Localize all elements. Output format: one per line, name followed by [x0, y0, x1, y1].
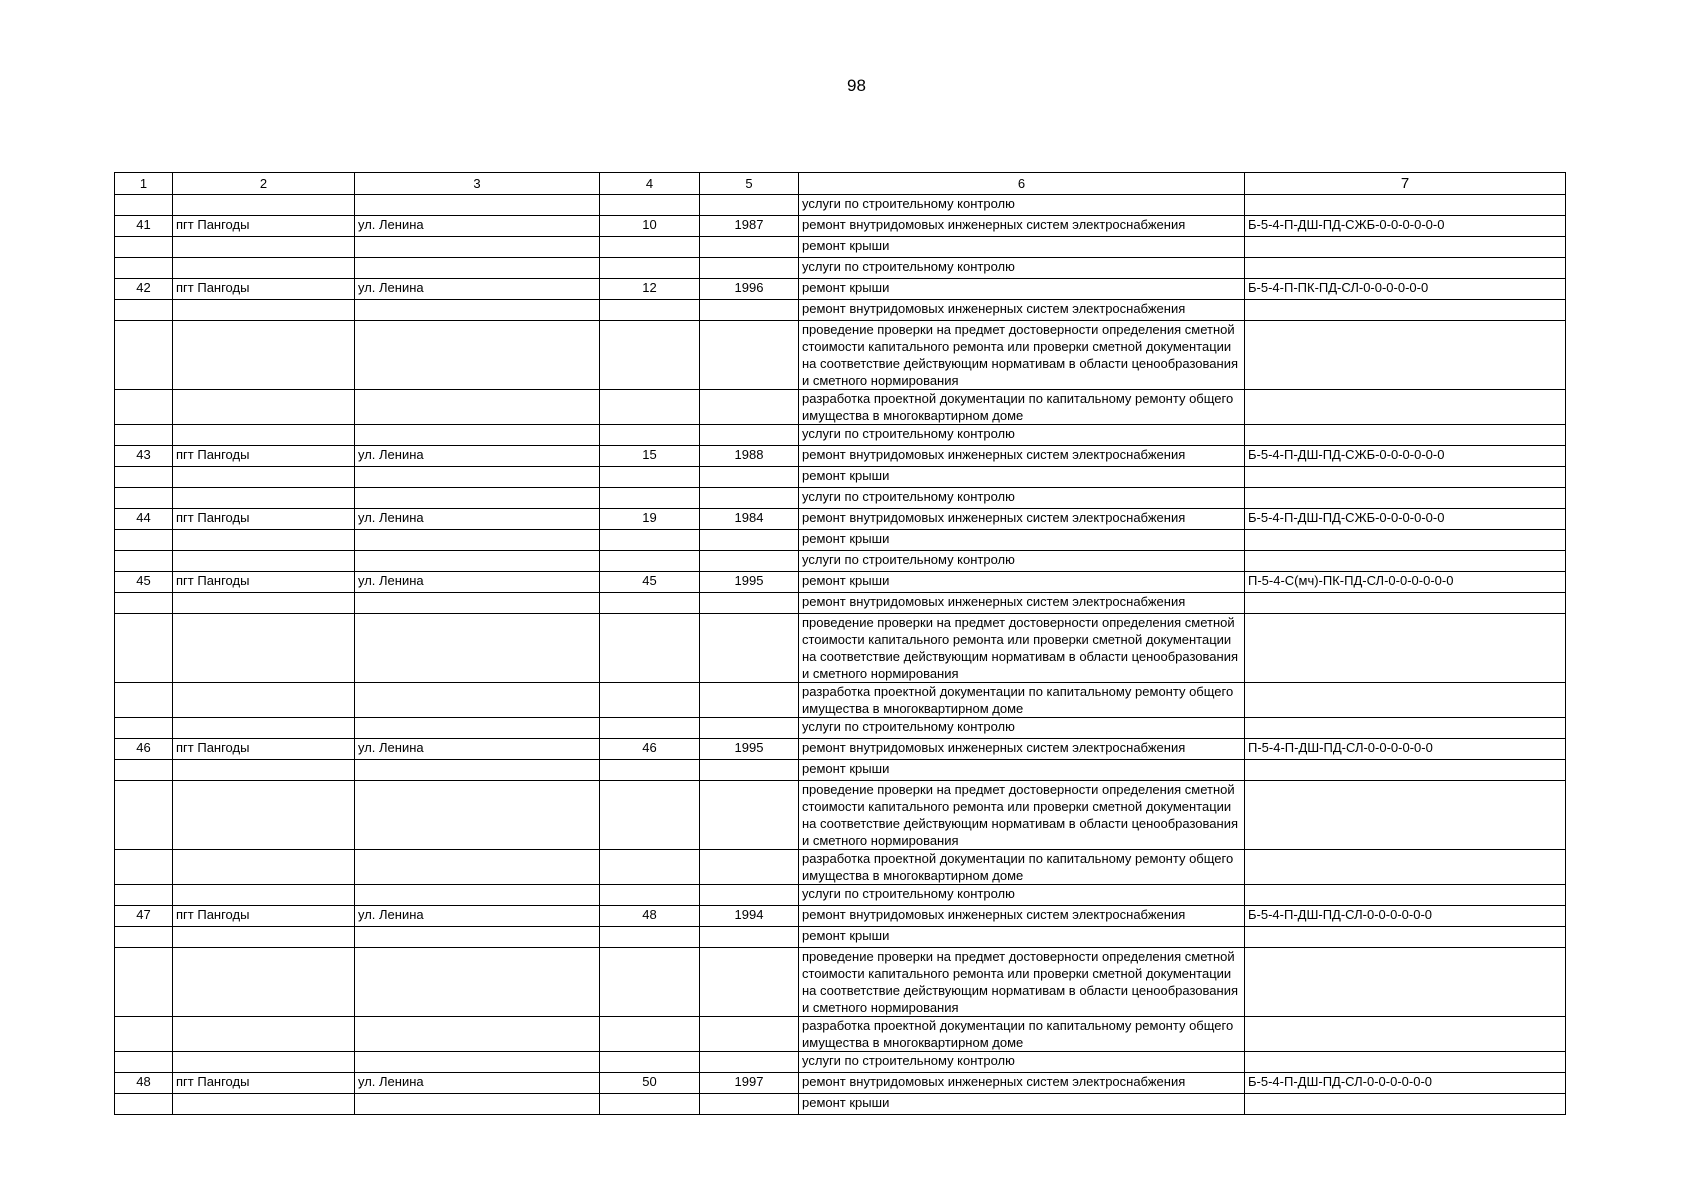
row-number-cell: 42	[115, 279, 173, 300]
house-number-cell: 46	[600, 739, 700, 760]
work-type-cell: услуги по строительному контролю	[799, 885, 1245, 906]
work-type-cell: ремонт внутридомовых инженерных систем электроснабжения	[799, 1073, 1245, 1094]
street-cell	[355, 1017, 600, 1052]
street-cell	[355, 488, 600, 509]
building-code-cell	[1245, 885, 1566, 906]
house-number-cell: 15	[600, 446, 700, 467]
house-number-cell	[600, 948, 700, 1017]
build-year-cell	[700, 258, 799, 279]
build-year-cell	[700, 760, 799, 781]
header-cell: 7	[1245, 173, 1566, 195]
house-number-cell	[600, 1017, 700, 1052]
street-cell	[355, 300, 600, 321]
building-code-cell	[1245, 927, 1566, 948]
build-year-cell	[700, 390, 799, 425]
house-number-cell	[600, 718, 700, 739]
build-year-cell	[700, 467, 799, 488]
house-number-cell: 50	[600, 1073, 700, 1094]
building-code-cell	[1245, 530, 1566, 551]
settlement-cell	[173, 425, 355, 446]
building-code-cell	[1245, 948, 1566, 1017]
build-year-cell: 1994	[700, 906, 799, 927]
settlement-cell	[173, 321, 355, 390]
settlement-cell	[173, 195, 355, 216]
build-year-cell: 1995	[700, 739, 799, 760]
house-number-cell	[600, 593, 700, 614]
work-type-cell: ремонт внутридомовых инженерных систем электроснабжения	[799, 739, 1245, 760]
settlement-cell	[173, 1094, 355, 1115]
house-number-cell	[600, 300, 700, 321]
work-type-cell: ремонт крыши	[799, 467, 1245, 488]
street-cell: ул. Ленина	[355, 279, 600, 300]
header-cell: 3	[355, 173, 600, 195]
house-number-cell	[600, 425, 700, 446]
build-year-cell	[700, 927, 799, 948]
building-code-cell	[1245, 321, 1566, 390]
table-row	[115, 572, 1566, 593]
header-cell: 2	[173, 173, 355, 195]
row-number-cell	[115, 258, 173, 279]
building-code-cell	[1245, 1094, 1566, 1115]
settlement-cell	[173, 488, 355, 509]
work-type-cell: проведение проверки на предмет достоверности определения сметной стоимости капитального ремонта или проверки сметной документации на соответствие действующим нормативам в области ценообразования и сметного нормирования	[799, 614, 1245, 683]
table-row	[115, 258, 1566, 279]
work-type-cell: услуги по строительному контролю	[799, 1052, 1245, 1073]
table-row	[115, 683, 1566, 718]
street-cell: ул. Ленина	[355, 216, 600, 237]
table-row	[115, 425, 1566, 446]
work-type-cell: разработка проектной документации по капитальному ремонту общего имущества в многоквартирном доме	[799, 850, 1245, 885]
table-row	[115, 739, 1566, 760]
work-type-cell: услуги по строительному контролю	[799, 551, 1245, 572]
build-year-cell: 1996	[700, 279, 799, 300]
building-code-cell: П-5-4-П-ДШ-ПД-СЛ-0-0-0-0-0-0	[1245, 739, 1566, 760]
settlement-cell	[173, 614, 355, 683]
house-number-cell	[600, 1052, 700, 1073]
work-type-cell: проведение проверки на предмет достоверности определения сметной стоимости капитального ремонта или проверки сметной документации на соответствие действующим нормативам в области ценообразования и сметного нормирования	[799, 948, 1245, 1017]
building-code-cell	[1245, 718, 1566, 739]
row-number-cell: 41	[115, 216, 173, 237]
work-type-cell: ремонт крыши	[799, 237, 1245, 258]
street-cell	[355, 467, 600, 488]
building-code-cell	[1245, 195, 1566, 216]
street-cell	[355, 885, 600, 906]
work-type-cell: проведение проверки на предмет достоверности определения сметной стоимости капитального ремонта или проверки сметной документации на соответствие действующим нормативам в области ценообразования и сметного нормирования	[799, 781, 1245, 850]
street-cell	[355, 593, 600, 614]
work-type-cell: услуги по строительному контролю	[799, 258, 1245, 279]
table-row	[115, 509, 1566, 530]
row-number-cell	[115, 1094, 173, 1115]
work-type-cell: услуги по строительному контролю	[799, 718, 1245, 739]
work-type-cell: ремонт внутридомовых инженерных систем электроснабжения	[799, 509, 1245, 530]
settlement-cell: пгт Пангоды	[173, 572, 355, 593]
street-cell	[355, 927, 600, 948]
street-cell	[355, 425, 600, 446]
settlement-cell: пгт Пангоды	[173, 216, 355, 237]
table-header-row	[115, 173, 1566, 195]
row-number-cell	[115, 948, 173, 1017]
table-row	[115, 530, 1566, 551]
build-year-cell	[700, 321, 799, 390]
table-row	[115, 850, 1566, 885]
build-year-cell	[700, 850, 799, 885]
table-row	[115, 906, 1566, 927]
building-code-cell	[1245, 683, 1566, 718]
building-code-cell	[1245, 425, 1566, 446]
build-year-cell	[700, 195, 799, 216]
work-type-cell: ремонт внутридомовых инженерных систем электроснабжения	[799, 446, 1245, 467]
street-cell: ул. Ленина	[355, 572, 600, 593]
settlement-cell	[173, 258, 355, 279]
settlement-cell	[173, 885, 355, 906]
building-code-cell	[1245, 390, 1566, 425]
row-number-cell	[115, 195, 173, 216]
settlement-cell	[173, 850, 355, 885]
table-row	[115, 927, 1566, 948]
building-code-cell	[1245, 488, 1566, 509]
row-number-cell	[115, 467, 173, 488]
house-number-cell	[600, 530, 700, 551]
build-year-cell	[700, 593, 799, 614]
street-cell	[355, 390, 600, 425]
row-number-cell	[115, 683, 173, 718]
build-year-cell: 1987	[700, 216, 799, 237]
work-type-cell: услуги по строительному контролю	[799, 488, 1245, 509]
build-year-cell: 1995	[700, 572, 799, 593]
work-type-cell: ремонт крыши	[799, 760, 1245, 781]
build-year-cell	[700, 530, 799, 551]
table-row	[115, 321, 1566, 390]
row-number-cell	[115, 718, 173, 739]
work-type-cell: ремонт внутридомовых инженерных систем электроснабжения	[799, 593, 1245, 614]
work-type-cell: ремонт крыши	[799, 572, 1245, 593]
build-year-cell: 1988	[700, 446, 799, 467]
house-number-cell	[600, 321, 700, 390]
settlement-cell	[173, 593, 355, 614]
building-code-cell	[1245, 1052, 1566, 1073]
street-cell: ул. Ленина	[355, 906, 600, 927]
table-row	[115, 1073, 1566, 1094]
build-year-cell	[700, 718, 799, 739]
building-code-cell	[1245, 258, 1566, 279]
house-number-cell	[600, 258, 700, 279]
street-cell: ул. Ленина	[355, 739, 600, 760]
work-type-cell: разработка проектной документации по капитальному ремонту общего имущества в многоквартирном доме	[799, 683, 1245, 718]
header-cell: 4	[600, 173, 700, 195]
table-row	[115, 467, 1566, 488]
street-cell	[355, 781, 600, 850]
build-year-cell	[700, 781, 799, 850]
row-number-cell	[115, 614, 173, 683]
street-cell	[355, 195, 600, 216]
build-year-cell	[700, 300, 799, 321]
row-number-cell	[115, 321, 173, 390]
street-cell	[355, 948, 600, 1017]
settlement-cell	[173, 760, 355, 781]
settlement-cell: пгт Пангоды	[173, 279, 355, 300]
house-number-cell	[600, 551, 700, 572]
house-number-cell	[600, 390, 700, 425]
work-type-cell: ремонт внутридомовых инженерных систем электроснабжения	[799, 906, 1245, 927]
settlement-cell	[173, 1052, 355, 1073]
settlement-cell	[173, 781, 355, 850]
build-year-cell: 1984	[700, 509, 799, 530]
row-number-cell: 46	[115, 739, 173, 760]
build-year-cell: 1997	[700, 1073, 799, 1094]
work-type-cell: ремонт внутридомовых инженерных систем электроснабжения	[799, 300, 1245, 321]
street-cell	[355, 321, 600, 390]
settlement-cell	[173, 927, 355, 948]
row-number-cell	[115, 530, 173, 551]
row-number-cell: 44	[115, 509, 173, 530]
row-number-cell	[115, 1017, 173, 1052]
work-type-cell: разработка проектной документации по капитальному ремонту общего имущества в многоквартирном доме	[799, 1017, 1245, 1052]
house-number-cell	[600, 467, 700, 488]
table-row	[115, 614, 1566, 683]
build-year-cell	[700, 1017, 799, 1052]
building-code-cell: Б-5-4-П-ДШ-ПД-СЖБ-0-0-0-0-0-0	[1245, 446, 1566, 467]
house-number-cell	[600, 760, 700, 781]
house-number-cell	[600, 1094, 700, 1115]
table-row	[115, 885, 1566, 906]
table-row	[115, 1094, 1566, 1115]
street-cell	[355, 551, 600, 572]
street-cell	[355, 1052, 600, 1073]
work-type-cell: проведение проверки на предмет достоверности определения сметной стоимости капитального ремонта или проверки сметной документации на соответствие действующим нормативам в области ценообразования и сметного нормирования	[799, 321, 1245, 390]
row-number-cell	[115, 593, 173, 614]
build-year-cell	[700, 237, 799, 258]
street-cell	[355, 683, 600, 718]
row-number-cell: 48	[115, 1073, 173, 1094]
settlement-cell	[173, 237, 355, 258]
building-code-cell	[1245, 850, 1566, 885]
work-type-cell: ремонт крыши	[799, 927, 1245, 948]
table-row	[115, 551, 1566, 572]
building-code-cell: Б-5-4-П-ДШ-ПД-СЛ-0-0-0-0-0-0	[1245, 1073, 1566, 1094]
building-code-cell	[1245, 593, 1566, 614]
table-row	[115, 279, 1566, 300]
work-type-cell: ремонт крыши	[799, 530, 1245, 551]
house-number-cell: 45	[600, 572, 700, 593]
table-row	[115, 1052, 1566, 1073]
table-row	[115, 1017, 1566, 1052]
settlement-cell: пгт Пангоды	[173, 1073, 355, 1094]
build-year-cell	[700, 948, 799, 1017]
street-cell	[355, 258, 600, 279]
row-number-cell	[115, 237, 173, 258]
house-number-cell	[600, 885, 700, 906]
settlement-cell: пгт Пангоды	[173, 739, 355, 760]
build-year-cell	[700, 551, 799, 572]
row-number-cell	[115, 551, 173, 572]
page-number: 98	[847, 76, 866, 95]
settlement-cell	[173, 948, 355, 1017]
header-cell: 5	[700, 173, 799, 195]
row-number-cell	[115, 850, 173, 885]
street-cell	[355, 760, 600, 781]
build-year-cell	[700, 683, 799, 718]
building-code-cell	[1245, 614, 1566, 683]
street-cell: ул. Ленина	[355, 1073, 600, 1094]
row-number-cell: 45	[115, 572, 173, 593]
settlement-cell	[173, 300, 355, 321]
house-number-cell	[600, 850, 700, 885]
building-code-cell: Б-5-4-П-ПК-ПД-СЛ-0-0-0-0-0-0	[1245, 279, 1566, 300]
building-code-cell	[1245, 551, 1566, 572]
build-year-cell	[700, 614, 799, 683]
house-number-cell	[600, 781, 700, 850]
build-year-cell	[700, 1052, 799, 1073]
settlement-cell	[173, 530, 355, 551]
street-cell	[355, 718, 600, 739]
building-code-cell	[1245, 1017, 1566, 1052]
row-number-cell	[115, 488, 173, 509]
street-cell: ул. Ленина	[355, 509, 600, 530]
table-row	[115, 237, 1566, 258]
work-type-cell: ремонт внутридомовых инженерных систем электроснабжения	[799, 216, 1245, 237]
building-code-cell	[1245, 467, 1566, 488]
header-cell: 6	[799, 173, 1245, 195]
row-number-cell	[115, 390, 173, 425]
build-year-cell	[700, 425, 799, 446]
register-table	[114, 172, 1566, 1115]
row-number-cell: 47	[115, 906, 173, 927]
header-cell: 1	[115, 173, 173, 195]
house-number-cell: 12	[600, 279, 700, 300]
build-year-cell	[700, 885, 799, 906]
settlement-cell	[173, 390, 355, 425]
building-code-cell: Б-5-4-П-ДШ-ПД-СЖБ-0-0-0-0-0-0	[1245, 216, 1566, 237]
table-row	[115, 446, 1566, 467]
street-cell	[355, 850, 600, 885]
building-code-cell	[1245, 237, 1566, 258]
work-type-cell: услуги по строительному контролю	[799, 195, 1245, 216]
work-type-cell: услуги по строительному контролю	[799, 425, 1245, 446]
house-number-cell	[600, 488, 700, 509]
house-number-cell	[600, 683, 700, 718]
work-type-cell: ремонт крыши	[799, 1094, 1245, 1115]
house-number-cell	[600, 237, 700, 258]
house-number-cell: 10	[600, 216, 700, 237]
work-type-cell: ремонт крыши	[799, 279, 1245, 300]
settlement-cell	[173, 718, 355, 739]
table-row	[115, 195, 1566, 216]
building-code-cell	[1245, 760, 1566, 781]
table-row	[115, 216, 1566, 237]
settlement-cell: пгт Пангоды	[173, 446, 355, 467]
street-cell	[355, 237, 600, 258]
row-number-cell	[115, 300, 173, 321]
settlement-cell: пгт Пангоды	[173, 906, 355, 927]
house-number-cell	[600, 927, 700, 948]
table-row	[115, 593, 1566, 614]
building-code-cell	[1245, 300, 1566, 321]
building-code-cell: П-5-4-С(мч)-ПК-ПД-СЛ-0-0-0-0-0-0	[1245, 572, 1566, 593]
row-number-cell	[115, 1052, 173, 1073]
street-cell: ул. Ленина	[355, 446, 600, 467]
house-number-cell	[600, 614, 700, 683]
build-year-cell	[700, 488, 799, 509]
house-number-cell	[600, 195, 700, 216]
table-row	[115, 390, 1566, 425]
building-code-cell: Б-5-4-П-ДШ-ПД-СЖБ-0-0-0-0-0-0	[1245, 509, 1566, 530]
build-year-cell	[700, 1094, 799, 1115]
table-row	[115, 300, 1566, 321]
row-number-cell	[115, 425, 173, 446]
row-number-cell	[115, 927, 173, 948]
house-number-cell: 19	[600, 509, 700, 530]
building-code-cell	[1245, 781, 1566, 850]
row-number-cell	[115, 885, 173, 906]
street-cell	[355, 1094, 600, 1115]
settlement-cell	[173, 551, 355, 572]
row-number-cell	[115, 781, 173, 850]
table-row	[115, 718, 1566, 739]
table-row	[115, 781, 1566, 850]
table-row	[115, 948, 1566, 1017]
row-number-cell: 43	[115, 446, 173, 467]
street-cell	[355, 614, 600, 683]
street-cell	[355, 530, 600, 551]
settlement-cell: пгт Пангоды	[173, 509, 355, 530]
building-code-cell: Б-5-4-П-ДШ-ПД-СЛ-0-0-0-0-0-0	[1245, 906, 1566, 927]
work-type-cell: разработка проектной документации по капитальному ремонту общего имущества в многоквартирном доме	[799, 390, 1245, 425]
row-number-cell	[115, 760, 173, 781]
settlement-cell	[173, 1017, 355, 1052]
settlement-cell	[173, 467, 355, 488]
house-number-cell: 48	[600, 906, 700, 927]
settlement-cell	[173, 683, 355, 718]
table-row	[115, 760, 1566, 781]
table-row	[115, 488, 1566, 509]
